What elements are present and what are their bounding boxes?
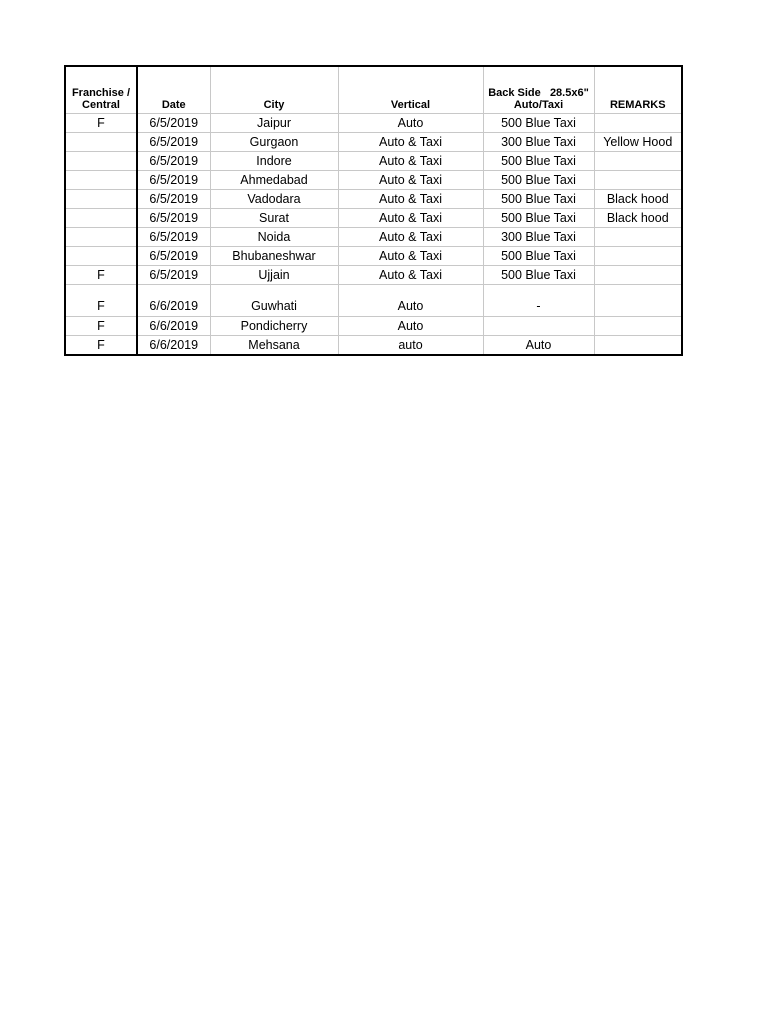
cell-remarks xyxy=(594,171,682,190)
cell-franchise: F xyxy=(65,285,137,317)
cell-vertical: Auto & Taxi xyxy=(338,152,483,171)
cell-date: 6/5/2019 xyxy=(137,190,210,209)
header-franchise-line2: Central xyxy=(82,99,120,111)
cell-city: Guwhati xyxy=(210,285,338,317)
cell-city: Ujjain xyxy=(210,266,338,285)
cell-remarks xyxy=(594,247,682,266)
header-remarks: REMARKS xyxy=(594,66,682,114)
cell-date: 6/5/2019 xyxy=(137,266,210,285)
cell-remarks: Yellow Hood xyxy=(594,133,682,152)
cell-franchise xyxy=(65,247,137,266)
cell-remarks xyxy=(594,336,682,356)
header-date: Date xyxy=(137,66,210,114)
header-back-side-line1: Back Side 28.5x6" xyxy=(488,87,589,99)
cell-franchise xyxy=(65,133,137,152)
cell-back-side: 500 Blue Taxi xyxy=(483,114,594,133)
cell-vertical: Auto & Taxi xyxy=(338,247,483,266)
table-row xyxy=(65,317,682,336)
cell-vertical: Auto & Taxi xyxy=(338,190,483,209)
cell-franchise xyxy=(65,171,137,190)
cell-vertical: Auto xyxy=(338,317,483,336)
cell-back-side xyxy=(483,317,594,336)
cell-remarks: Black hood xyxy=(594,209,682,228)
cell-city: Mehsana xyxy=(210,336,338,356)
cell-vertical: auto xyxy=(338,336,483,356)
cell-city: Bhubaneshwar xyxy=(210,247,338,266)
cell-back-side: 300 Blue Taxi xyxy=(483,133,594,152)
cell-back-side: 300 Blue Taxi xyxy=(483,228,594,247)
header-back-side-line2: Auto/Taxi xyxy=(513,99,564,111)
cell-vertical: Auto & Taxi xyxy=(338,209,483,228)
cell-vertical: Auto & Taxi xyxy=(338,266,483,285)
header-vertical: Vertical xyxy=(338,66,483,114)
cell-remarks xyxy=(594,266,682,285)
cell-back-side: - xyxy=(483,285,594,317)
table-row xyxy=(65,228,682,247)
cell-date: 6/6/2019 xyxy=(137,285,210,317)
cell-franchise xyxy=(65,228,137,247)
table-header-row xyxy=(65,66,682,114)
cell-vertical: Auto xyxy=(338,114,483,133)
cell-back-side: 500 Blue Taxi xyxy=(483,190,594,209)
cell-back-side: Auto xyxy=(483,336,594,356)
header-back-side xyxy=(483,66,594,114)
table-row xyxy=(65,152,682,171)
cell-city: Vadodara xyxy=(210,190,338,209)
cell-city: Jaipur xyxy=(210,114,338,133)
cell-back-side: 500 Blue Taxi xyxy=(483,209,594,228)
table-row xyxy=(65,285,682,317)
cell-city: Surat xyxy=(210,209,338,228)
cell-remarks: Black hood xyxy=(594,190,682,209)
cell-franchise xyxy=(65,190,137,209)
table-row xyxy=(65,336,682,356)
cell-city: Indore xyxy=(210,152,338,171)
cell-date: 6/6/2019 xyxy=(137,336,210,356)
table-row xyxy=(65,190,682,209)
cell-back-side: 500 Blue Taxi xyxy=(483,247,594,266)
table-row xyxy=(65,171,682,190)
cell-vertical: Auto & Taxi xyxy=(338,228,483,247)
cell-city: Pondicherry xyxy=(210,317,338,336)
cell-franchise xyxy=(65,152,137,171)
cell-remarks xyxy=(594,228,682,247)
table-row xyxy=(65,114,682,133)
cell-date: 6/6/2019 xyxy=(137,317,210,336)
cell-franchise: F xyxy=(65,266,137,285)
cell-remarks xyxy=(594,285,682,317)
table-body xyxy=(65,114,682,356)
table-row xyxy=(65,266,682,285)
cell-franchise xyxy=(65,209,137,228)
franchise-table xyxy=(64,65,683,356)
cell-vertical: Auto & Taxi xyxy=(338,133,483,152)
cell-remarks xyxy=(594,152,682,171)
cell-city: Gurgaon xyxy=(210,133,338,152)
cell-back-side: 500 Blue Taxi xyxy=(483,171,594,190)
cell-date: 6/5/2019 xyxy=(137,228,210,247)
cell-city: Noida xyxy=(210,228,338,247)
header-city: City xyxy=(210,66,338,114)
cell-date: 6/5/2019 xyxy=(137,209,210,228)
cell-back-side: 500 Blue Taxi xyxy=(483,152,594,171)
table-row xyxy=(65,247,682,266)
cell-back-side: 500 Blue Taxi xyxy=(483,266,594,285)
cell-franchise: F xyxy=(65,317,137,336)
cell-date: 6/5/2019 xyxy=(137,114,210,133)
table-row xyxy=(65,209,682,228)
cell-date: 6/5/2019 xyxy=(137,247,210,266)
cell-vertical: Auto xyxy=(338,285,483,317)
header-franchise-line1: Franchise / xyxy=(71,87,131,99)
cell-date: 6/5/2019 xyxy=(137,171,210,190)
header-franchise-central xyxy=(65,66,137,114)
cell-franchise: F xyxy=(65,336,137,356)
cell-remarks xyxy=(594,114,682,133)
cell-city: Ahmedabad xyxy=(210,171,338,190)
table-row xyxy=(65,133,682,152)
cell-date: 6/5/2019 xyxy=(137,152,210,171)
cell-date: 6/5/2019 xyxy=(137,133,210,152)
cell-vertical: Auto & Taxi xyxy=(338,171,483,190)
cell-franchise: F xyxy=(65,114,137,133)
cell-remarks xyxy=(594,317,682,336)
